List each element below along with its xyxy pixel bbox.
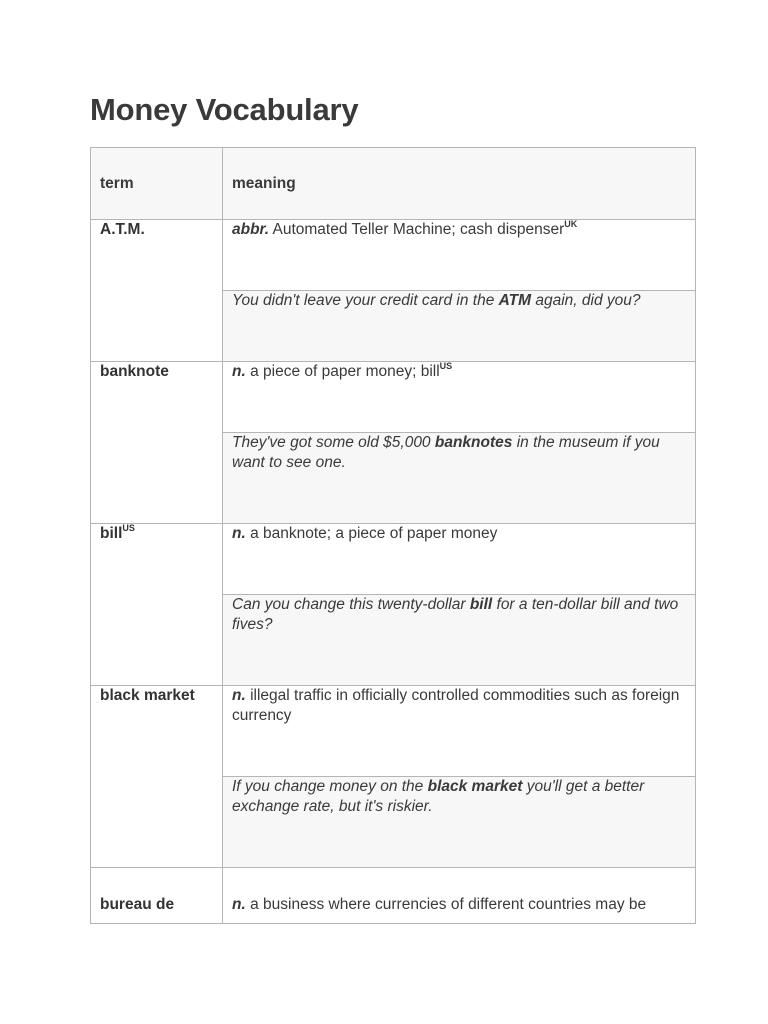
definition-cell [223, 524, 696, 595]
part-of-speech: n. [232, 363, 246, 380]
definition-cell [223, 220, 696, 291]
term-text: A.T.M. [100, 221, 145, 238]
example-text: If you change money on the [232, 778, 428, 795]
term-text: black market [100, 687, 195, 704]
page-title: Money Vocabulary [90, 92, 359, 127]
part-of-speech: n. [232, 525, 246, 542]
table-header-row [91, 148, 696, 220]
header-term: term [91, 148, 223, 220]
definition-text: Automated Teller Machine; cash dispenser [272, 221, 565, 238]
header-meaning: meaning [223, 148, 696, 220]
example-cell [223, 291, 696, 362]
part-of-speech: n. [232, 687, 246, 704]
term-cell [91, 524, 223, 686]
table-row [91, 220, 696, 291]
example-highlight: ATM [498, 292, 532, 309]
term-text: bill [100, 525, 123, 542]
table-row [91, 362, 696, 433]
example-text: again, did you? [531, 292, 641, 309]
example-highlight: banknotes [434, 434, 513, 451]
term-cell [91, 686, 223, 868]
definition-cell [223, 362, 696, 433]
example-cell [223, 433, 696, 524]
example-cell [223, 777, 696, 868]
definition-region-label: US [439, 361, 453, 371]
example-text: for a ten-dollar bill and two fives? [232, 596, 679, 633]
term-text: bureau de [100, 896, 175, 913]
example-text: You didn't leave your credit card in the [232, 292, 499, 309]
part-of-speech: abbr. [232, 221, 270, 238]
example-text: Can you change this twenty-dollar [232, 596, 470, 613]
table-row [91, 868, 696, 924]
term-cell [91, 362, 223, 524]
definition-region-label: UK [564, 219, 578, 229]
definition-cell [223, 686, 696, 777]
example-text: in the museum if you want to see one. [232, 434, 660, 471]
part-of-speech: n. [232, 896, 246, 913]
table-row [91, 686, 696, 777]
table-row [91, 524, 696, 595]
definition-text: a business where currencies of different countries may be [250, 896, 647, 913]
definition-text: a banknote; a piece of paper money [250, 525, 498, 542]
term-cell [91, 220, 223, 362]
term-text: banknote [100, 363, 169, 380]
definition-text: a piece of paper money; bill [250, 363, 440, 380]
example-text: you'll get a better exchange rate, but it's riskier. [232, 778, 645, 815]
vocabulary-table [90, 147, 696, 924]
example-text: They've got some old $5,000 [232, 434, 435, 451]
example-cell [223, 595, 696, 686]
definition-cell [223, 868, 696, 924]
term-cell [91, 868, 223, 924]
example-highlight: black market [427, 778, 523, 795]
definition-text: illegal traffic in officially controlled commodities such as foreign currency [232, 687, 680, 724]
term-region-label: US [122, 523, 135, 533]
example-highlight: bill [469, 596, 493, 613]
